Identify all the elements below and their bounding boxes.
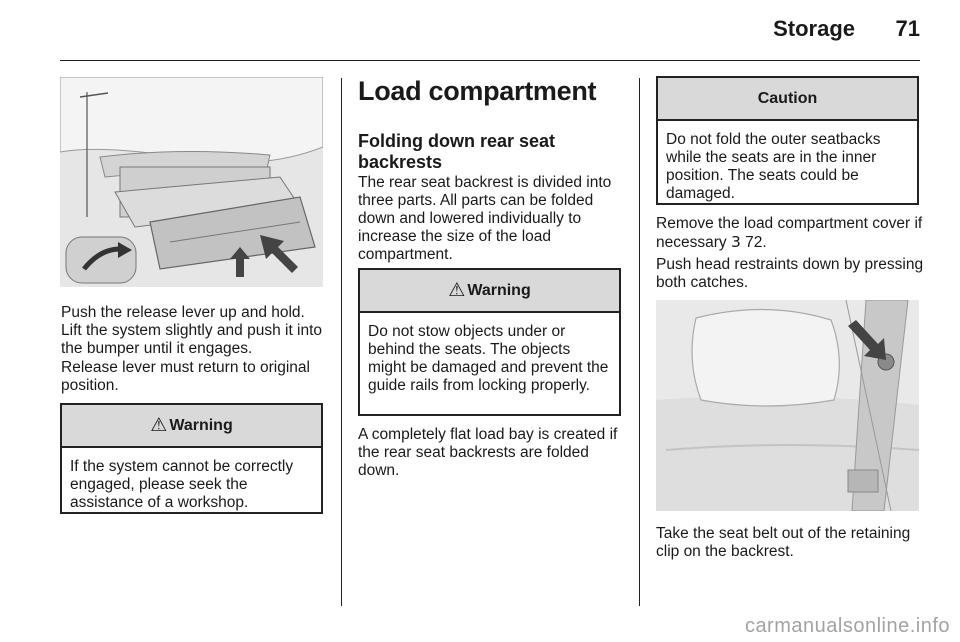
caution-header xyxy=(658,78,917,121)
subsection-heading: Folding down rear seat backrests xyxy=(358,131,556,172)
warning-icon: ⚠ xyxy=(448,280,466,301)
middle-warning-box xyxy=(358,268,621,416)
header-divider xyxy=(60,60,920,61)
middle-paragraph-1: The rear seat backrest is divided into three parts. All parts can be folded down and lowered individually to increase the size of the load compartment. xyxy=(358,174,612,263)
column-divider-1 xyxy=(341,78,342,606)
section-title: Storage xyxy=(773,16,855,41)
right-paragraph-1-text: Remove the load compartment cover if necessary xyxy=(656,215,923,251)
middle-paragraph-2: A completely flat load bay is created if the rear seat backrests are folded down. xyxy=(358,426,618,479)
page-number: 71 xyxy=(895,16,920,41)
page-reference-link[interactable]: 72. xyxy=(745,234,767,251)
page-reference-arrow: 3 xyxy=(730,233,741,251)
middle-warning-text: Do not stow objects under or behind the seats. The objects might be damaged and prevent the guide rails from locking properly. xyxy=(368,323,609,394)
middle-warning-title: Warning xyxy=(467,281,531,299)
section-heading: Load compartment xyxy=(358,76,597,106)
left-warning-text: If the system cannot be correctly engaged, please seek the assistance of a workshop. xyxy=(70,458,294,511)
warning-icon: ⚠ xyxy=(150,415,168,436)
caution-title: Caution xyxy=(757,89,818,107)
caution-text: Do not fold the outer seatbacks while the seats are in the inner position. The seats could be damaged. xyxy=(666,131,881,202)
watermark: carmanualsonline.info xyxy=(744,615,950,637)
left-warning-box xyxy=(60,403,323,514)
left-warning-header xyxy=(62,405,321,448)
right-paragraph-3: Take the seat belt out of the retaining clip on the backrest. xyxy=(656,525,911,560)
head-restraint-illustration xyxy=(656,300,919,511)
bumper-cargo-drawing xyxy=(60,77,323,287)
right-paragraph-2: Push head restraints down by pressing both catches. xyxy=(656,256,924,291)
middle-warning-header xyxy=(360,270,619,313)
left-warning-title: Warning xyxy=(169,416,233,434)
right-paragraph-1 xyxy=(656,215,924,252)
bumper-cargo-illustration xyxy=(60,77,323,287)
head-restraint-drawing xyxy=(656,300,919,511)
column-divider-2 xyxy=(639,78,640,606)
left-paragraph-2: Release lever must return to original position. xyxy=(61,359,310,394)
caution-box xyxy=(656,76,919,205)
left-paragraph-1: Push the release lever up and hold. Lift the system slightly and push it into the bumper until it engages. xyxy=(61,304,323,357)
